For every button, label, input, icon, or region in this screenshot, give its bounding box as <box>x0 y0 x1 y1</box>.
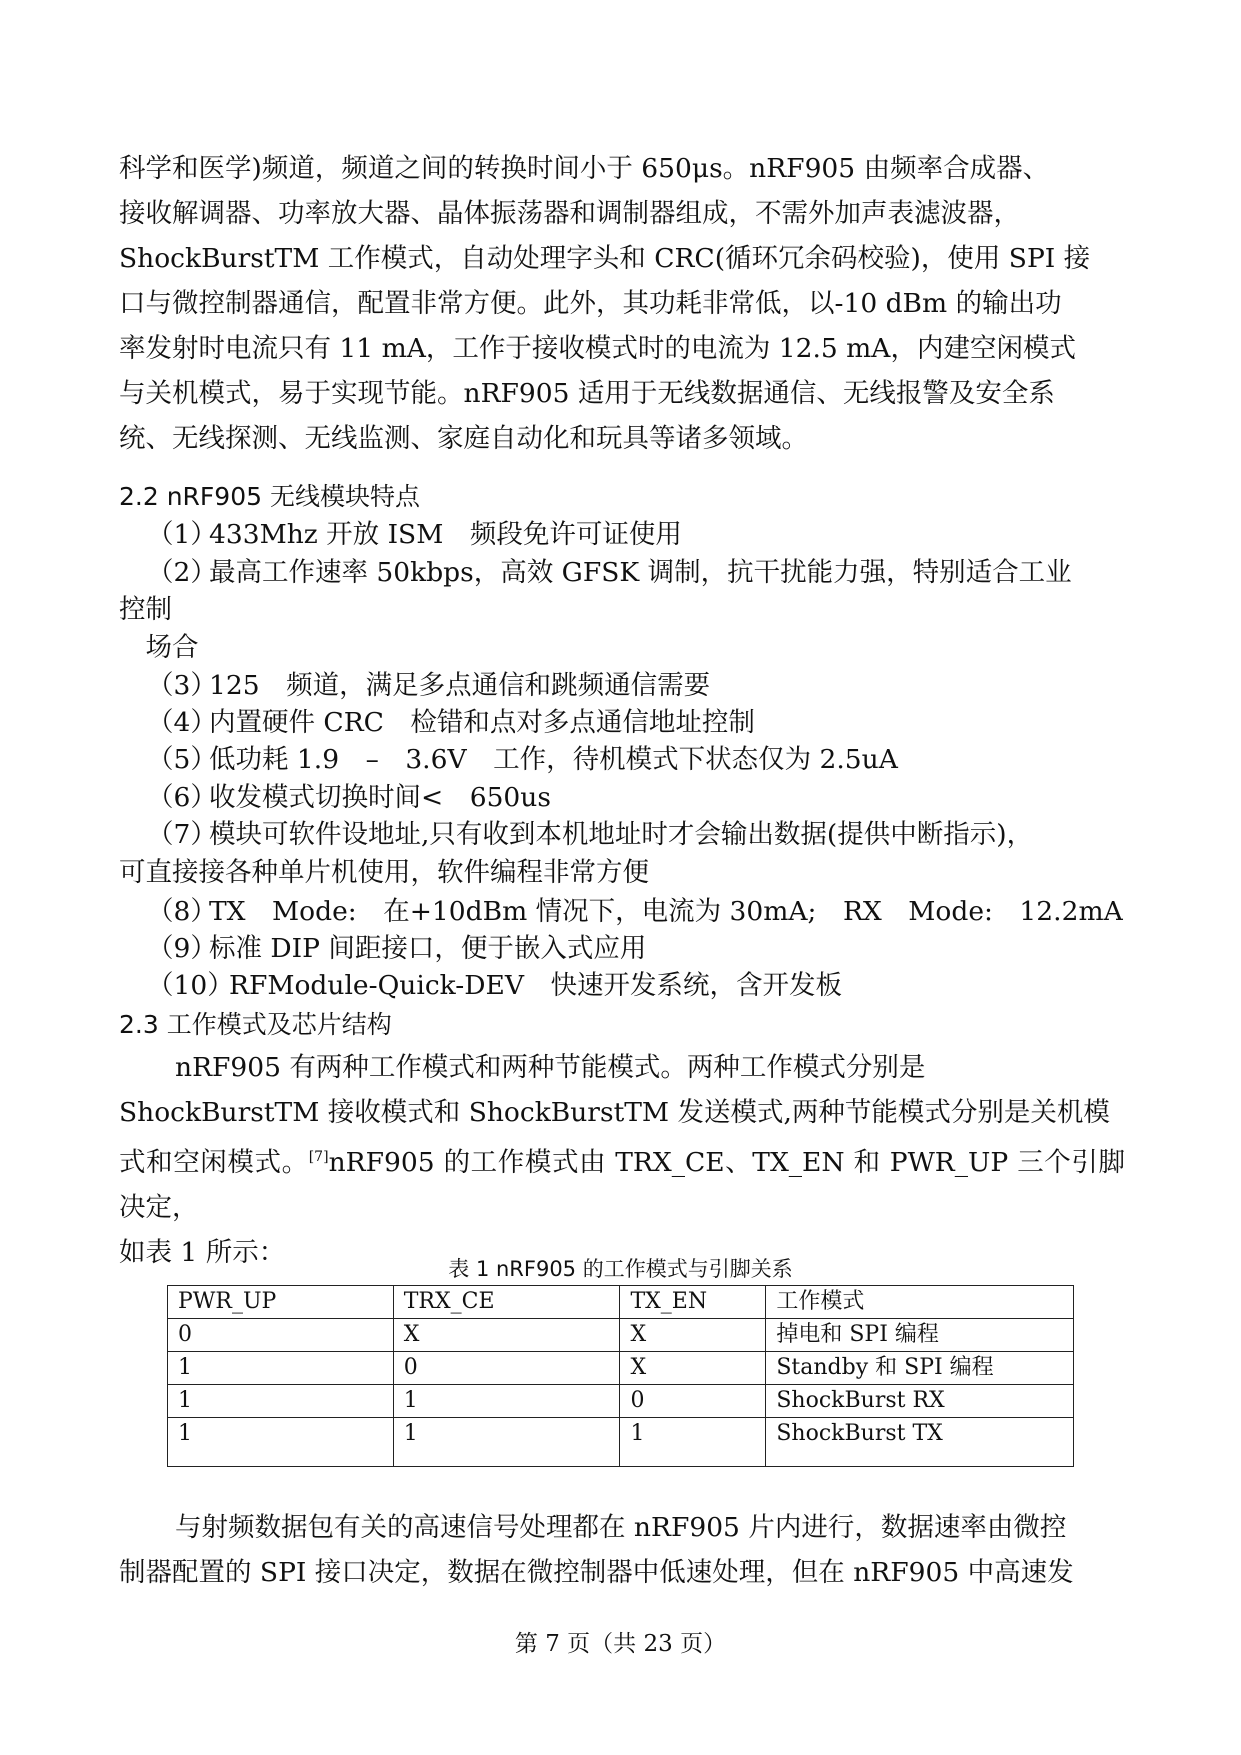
feature-text: 收发模式切换时间< 650us <box>209 782 551 813</box>
text-line: ShockBurstTM 工作模式，自动处理字头和 CRC(循环冗余码校验)，使用 SPI 接 <box>119 243 1091 274</box>
feature-number: （10） <box>147 970 234 1001</box>
section-heading-2-3: 2.3 工作模式及芯片结构 <box>119 1010 392 1039</box>
table-cell: X <box>393 1319 620 1352</box>
table-cell: 1 <box>168 1352 394 1385</box>
table-cell: 1 <box>168 1418 394 1467</box>
citation-reference: [7] <box>308 1149 329 1165</box>
feature-text: 低功耗 1.9 – 3.6V 工作，待机模式下状态仅为 2.5uA <box>209 744 898 775</box>
table-cell: X <box>620 1319 766 1352</box>
text-line: 率发射时电流只有 11 mA，工作于接收模式时的电流为 12.5 mA，内建空闲模式 <box>119 333 1076 364</box>
feature-text: TX Mode: 在+10dBm 情况下，电流为 30mA; RX Mode: 12.2mA <box>209 896 1123 927</box>
text-segment: nRF905 的工作模式由 TRX_CE、TX_EN 和 PWR_UP 三个引脚决定， <box>119 1146 1126 1223</box>
feature-text: 控制 <box>119 594 172 625</box>
feature-item <box>119 967 1125 1004</box>
table-row <box>168 1385 1074 1418</box>
feature-item <box>119 667 1125 704</box>
feature-text: 模块可软件设地址,只有收到本机地址时才会输出数据(提供中断指示)， <box>209 819 1034 850</box>
feature-item-continuation <box>119 854 1125 891</box>
table-cell: 掉电和 SPI 编程 <box>766 1319 1074 1352</box>
feature-item <box>119 516 1125 553</box>
table-row <box>168 1319 1074 1352</box>
table-header-row <box>168 1286 1074 1319</box>
table-header-cell: PWR_UP <box>168 1286 394 1319</box>
feature-number: （4） <box>147 707 217 738</box>
text-line: ShockBurstTM 接收模式和 ShockBurstTM 发送模式,两种节能模式分别是关机模 <box>119 1097 1110 1128</box>
feature-text: 125 频道，满足多点通信和跳频通信需要 <box>209 670 711 701</box>
text-line: 与关机模式，易于实现节能。nRF905 适用于无线数据通信、无线报警及安全系 <box>119 378 1055 409</box>
table-header-cell: TRX_CE <box>393 1286 620 1319</box>
feature-item <box>119 893 1125 930</box>
feature-item <box>119 704 1125 741</box>
table-cell: X <box>620 1352 766 1385</box>
text-line: 接收解调器、功率放大器、晶体振荡器和调制器组成，不需外加声表滤波器， <box>119 198 1020 229</box>
feature-number: （8） <box>147 896 217 927</box>
modes-table <box>167 1285 1074 1467</box>
feature-item-continuation <box>119 629 1125 666</box>
table-row <box>168 1418 1074 1467</box>
table-cell: 1 <box>168 1385 394 1418</box>
feature-item-continuation <box>119 591 1125 628</box>
feature-item <box>119 741 1125 778</box>
table-header-cell: TX_EN <box>620 1286 766 1319</box>
table-row <box>168 1352 1074 1385</box>
feature-text: 内置硬件 CRC 检错和点对多点通信地址控制 <box>209 707 755 738</box>
feature-item <box>119 779 1125 816</box>
table-cell: ShockBurst TX <box>766 1418 1074 1467</box>
table-cell: 0 <box>393 1352 620 1385</box>
table-cell: 1 <box>393 1385 620 1418</box>
text-line: 科学和医学)频道，频道之间的转换时间小于 650μs。nRF905 由频率合成器、 <box>119 153 1050 184</box>
text-line: nRF905 有两种工作模式和两种节能模式。两种工作模式分别是 <box>175 1052 926 1083</box>
table-cell: Standby 和 SPI 编程 <box>766 1352 1074 1385</box>
table-cell: 0 <box>620 1385 766 1418</box>
feature-number: （7） <box>147 819 217 850</box>
feature-text: 可直接接各种单片机使用，软件编程非常方便 <box>119 857 649 888</box>
feature-number: （6） <box>147 782 217 813</box>
text-line: 制器配置的 SPI 接口决定，数据在微控制器中低速处理，但在 nRF905 中高速发 <box>119 1557 1074 1588</box>
paragraph-modes <box>119 1045 1125 1275</box>
feature-text: 标准 DIP 间距接口，便于嵌入式应用 <box>209 933 647 964</box>
table-cell: 1 <box>393 1418 620 1467</box>
feature-number: （3） <box>147 670 217 701</box>
table-cell: 1 <box>620 1418 766 1467</box>
feature-text: 最高工作速率 50kbps，高效 GFSK 调制，抗干扰能力强，特别适合工业 <box>209 557 1072 588</box>
feature-item <box>119 554 1125 591</box>
table-cell: ShockBurst RX <box>766 1385 1074 1418</box>
feature-text: 433Mhz 开放 ISM 频段免许可证使用 <box>209 519 682 550</box>
text-line: 与射频数据包有关的高速信号处理都在 nRF905 片内进行，数据速率由微控 <box>175 1512 1067 1543</box>
page-footer: 第 7 页（共 23 页） <box>514 1631 727 1657</box>
feature-item <box>119 816 1125 853</box>
paragraph-intro <box>119 146 1125 461</box>
paragraph-signal-processing <box>119 1505 1125 1595</box>
feature-number: （1） <box>147 519 217 550</box>
text-line <box>119 1135 1125 1230</box>
text-line: 如表 1 所示： <box>119 1236 286 1268</box>
feature-text: 场合 <box>119 632 199 663</box>
text-line: 统、无线探测、无线监测、家庭自动化和玩具等诸多领域。 <box>119 423 808 454</box>
feature-number: （5） <box>147 744 217 775</box>
table-cell: 0 <box>168 1319 394 1352</box>
text-line: 口与微控制器通信，配置非常方便。此外，其功耗非常低，以-10 dBm 的输出功 <box>119 288 1062 319</box>
feature-item <box>119 930 1125 967</box>
feature-number: （9） <box>147 933 217 964</box>
table-header-cell: 工作模式 <box>766 1286 1074 1319</box>
feature-text: RFModule-Quick-DEV 快速开发系统，含开发板 <box>229 970 842 1001</box>
table-caption: 表 1 nRF905 的工作模式与引脚关系 <box>448 1257 793 1281</box>
section-heading-2-2: 2.2 nRF905 无线模块特点 <box>119 482 420 511</box>
feature-number: （2） <box>147 557 217 588</box>
text-segment: 式和空闲模式。 <box>119 1146 309 1178</box>
